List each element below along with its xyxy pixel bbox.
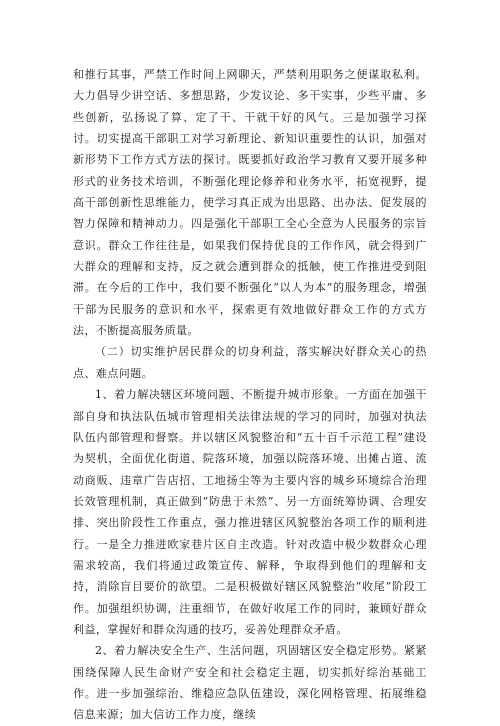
section-heading-residents-interests: （二）切实维护居民群众的切身利益，落实解决好群众关心的热点、难点问题。	[73, 345, 427, 380]
paragraph-work-style: 和推行其事，严禁工作时间上网聊天，严禁利用职务之便谋取私利。大力倡导少讲空话、多想思路，少发议论、多干实事，少些平庸、多些创新，弘扬说了算、定了干、干就干好的风气。三是加强学习探讨。切实提高干部职工对学习新理论、新知识重要性的认识，加强对新形势下工作方式方法的探讨。既要抓好政治学习教育又要开展多种形式的业务技术培训，不断强化理论修养和业务水平，拓宽视野，提高干部创新性思维能力，使学习真正成为出思路、出办法、促发展的智力保障和精神动力。四是强化干部职工全心全意为人民服务的宗旨意识。群众工作往往是，如果我们保持优良的工作作风，就会得到广大群众的理解和支持，反之就会遭到群众的抵触，使工作推进受到阻滞。在今后的工作中，我们要不断强化“以人为本”的服务理念，增强干部为民服务的意识和水平，探索更有效地做好群众工作的方式方法，不断提高服务质量。	[73, 68, 427, 338]
paragraph-environment: 1、着力解决辖区环境问题、不断提升城市形象。一方面在加强干部自身和执法队伍城市管理相关法律法规的学习的同时，加强对执法队伍内部管理和督察。并以辖区风貌整治和“五十百千示范工程”建设为契机，全面优化街道、院落环境，加强以院落环境、出摊占道、流动商贩、违章广告店招、工地扬尘等为主要内容的城乡环境综合治理长效管理机制，真正做到“防患于未然”、另一方面统筹协调、合理安排、突出阶段性工作重点，强力推进辖区风貌整治各项工作的顺利进行。一是全力推进欧家巷片区自主改造。针对改造中极少数群众心理需求较高，我们将通过政策宣传、解释，争取得到他们的理解和支持，消除盲目要价的欲望。二是积极做好辖区风貌整治“收尾”阶段工作。加强组织协调，注重细节，在做好收尾工作的同时，兼顾好群众利益，掌握好和群众沟通的技巧，妥善处理群众矛盾。	[73, 388, 427, 636]
document-page	[73, 64, 427, 726]
paragraph-safety: 2、着力解决安全生产、生活问题，巩固辖区安全稳定形势。紧紧围绕保障人民生命财产安全和社会稳定主题，切实抓好综治基础工作。进一步加强综治、维稳应急队伍建设，深化网格管理、拓展维稳信息来源；加大信访工作力度，继续	[73, 644, 427, 722]
